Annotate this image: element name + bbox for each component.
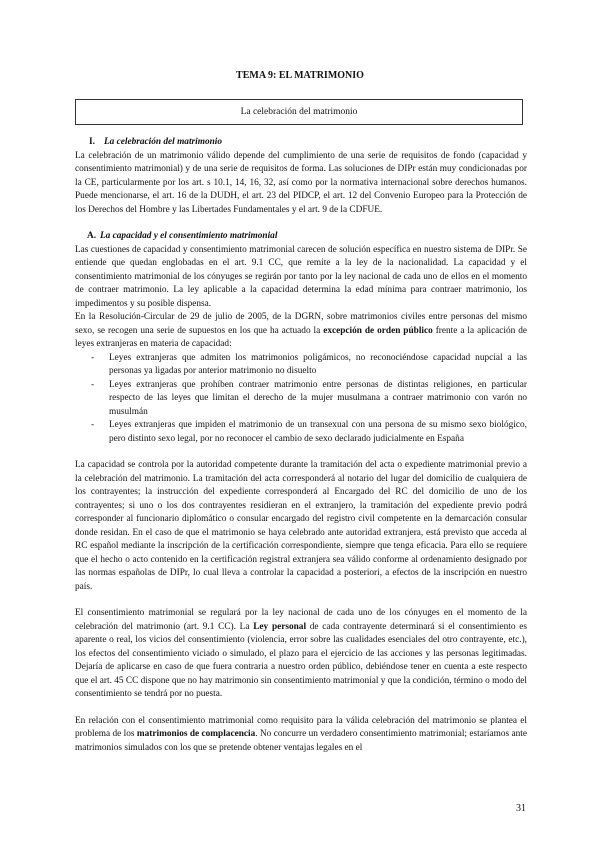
section-box-heading [75, 99, 523, 125]
bold-term: Ley personal [253, 621, 307, 632]
paragraph-consent: El consentimiento matrimonial se regulará por la ley nacional de cada uno de los cónyuges en el momento de la celebración del matrimonio (art. 9.1 CC). La Ley personal de cada contrayente determinará si el consentimiento es aparente o real, los vicios del consentimiento (violencia, error sobre las cualidades esenciales del otro contrayente, etc.), los efectos del consentimiento viciado o simulado, el plazo para el ejercicio de las acciones y las personas legitimadas. Dejaría de aplicarse en caso de que fuera contraria a nuestro orden público, debiéndose tener en cuenta a este respecto que el art. 45 CC dispone que no hay matrimonio sin consentimiento matrimonial y que la condición, término o modo del consentimiento se tendrá por no puesta. [75, 608, 527, 699]
heading-number: I. [89, 137, 95, 147]
heading-text: La celebración del matrimonio [104, 137, 223, 147]
paragraph-intro: La celebración de un matrimonio válido depende del cumplimiento de una serie de requisitos de fondo (capacidad y consentimiento matrimonial) y de una serie de requisitos de forma. Las soluciones de DIPr están muy condicionadas por la CE, particularmente por los art. s 10.1, 14, 16, 32, así como por la normativa internacional sobre derechos humanos. Puede mencionarse, el art. 16 de la DUDH, el art. 23 del PIDCP, el art. 12 del Convenio Europeo para la Protección de los Derechos del Hombre y las Libertades Fundamentales y el art. 9 de la CDFUE. [75, 150, 527, 215]
page-number: 31 [516, 803, 526, 814]
paragraph-resolution: En la Resolución-Circular de 29 de julio de 2005, de la DGRN, sobre matrimonios civiles entre personas del mismo sexo, se recogen una serie de supuestos en los que ha actuado la excepción de orden público frente a la aplicación de leyes extranjeras en materia de capacidad: [75, 312, 527, 349]
dash-list [75, 352, 527, 447]
paragraph-control: La capacidad se controla por la autoridad competente durante la tramitación del acta o expediente matrimonial previo a la celebración del matrimonio. La tramitación del acta corresponderá al notario del lugar del domicilio de cualquiera de los contrayentes; la instrucción del expediente corresponderá al Encargado del RC del domicilio de uno de los contrayentes; si uno o los dos contrayentes residieran en el extranjero, la tramitación del expediente previo podrá corresponder al funcionario diplomático o consular encargado del registro civil competente en la demarcación consular donde residan. En el caso de que el matrimonio se haya celebrado ante autoridad extranjera, está previsto que acceda al RC español mediante la inscripción de la certificación correspondiente, siempre que tenga eficacia. Para ello se requiere que el hecho o acto contenido en la certificación registral extranjera sea válido conforme al ordenamiento designado por las normas españolas de DIPr, lo cual lleva a controlar la capacidad a posteriori, a efectos de la inscripción en nuestro país. [75, 460, 527, 592]
heading-section-a [75, 230, 527, 244]
list-item: - Leyes extranjeras que impiden el matrimonio de un transexual con una persona de su mismo sexo biológico, pero distinto sexo legal, por no reconocer el cambio de sexo declarado judicialmente en España [109, 419, 527, 446]
list-item: - Leyes extranjeras que prohíben contraer matrimonio entre personas de distintas religiones, en particular respecto de las leyes que limitan el derecho de la mujer musulmana a contraer matrimonio con varón no musulmán [109, 379, 527, 420]
document-body [75, 136, 527, 755]
page-title: TEMA 9: EL MATRIMONIO [236, 70, 364, 81]
heading-number: A. [87, 231, 97, 241]
heading-section-1 [75, 136, 527, 150]
paragraph-complacency: En relación con el consentimiento matrimonial como requisito para la válida celebración del matrimonio se plantea el problema de los matrimonios de complacencia. No concurre un verdadero consentimiento matrimonial; estaríamos ante matrimonios simulados con los que se pretende obtener ventajas legales en el [75, 715, 527, 753]
bold-term: excepción de orden público [323, 325, 433, 336]
bold-term: matrimonios de complacencia [136, 729, 256, 739]
section-box-label: La celebración del matrimonio [240, 107, 358, 117]
list-item: - Leyes extranjeras que admiten los matrimonios poligámicos, no reconociéndose capacidad nupcial a las personas ya ligadas por anterior matrimonio no disuelto [109, 352, 527, 379]
heading-text: La capacidad y el consentimiento matrimonial [100, 231, 278, 241]
paragraph-capacity: Las cuestiones de capacidad y consentimiento matrimonial carecen de solución específica en nuestro sistema de DIPr. Se entiende que quedan englobadas en el art. 9.1 CC, que remite a la ley de la nacionalidad. La capacidad y el consentimiento matrimonial de los cónyuges se regirán por tanto por la ley nacional de cada uno de ellos en el momento de contraer matrimonio. La ley aplicable a la capacidad determina la edad mínima para contraer matrimonio, los impedimentos y su posible dispensa. [75, 244, 527, 309]
